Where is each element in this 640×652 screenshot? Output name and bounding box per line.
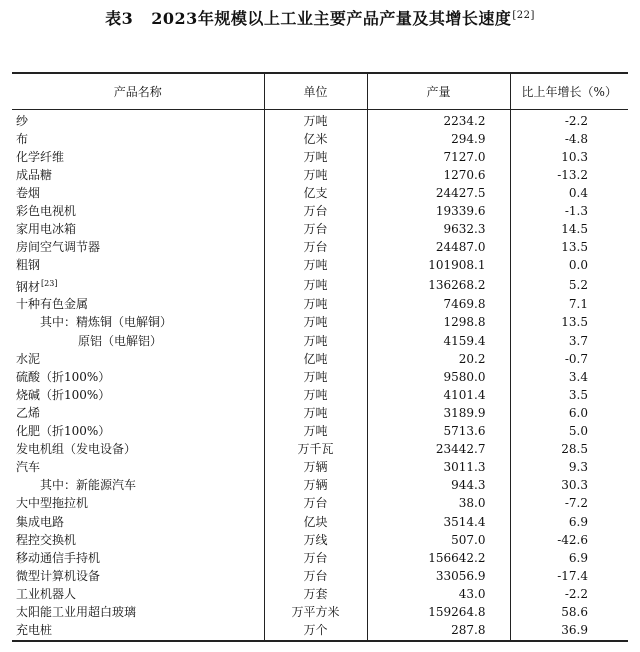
product-name-cell (12, 221, 264, 239)
growth-cell (510, 130, 628, 148)
product-name-text: 集成电路 (16, 514, 65, 529)
product-name-text: 程控交换机 (16, 532, 77, 547)
product-name-text: 钢材 (16, 279, 41, 294)
output-cell (367, 257, 510, 275)
table-row (12, 622, 628, 641)
growth-cell (510, 441, 628, 459)
growth-text: -13.2 (557, 167, 588, 182)
growth-text: 30.3 (561, 478, 588, 493)
growth-text: 3.7 (568, 333, 588, 348)
output-text: 19339.6 (435, 204, 486, 219)
output-cell (367, 296, 510, 314)
output-text: 287.8 (451, 623, 486, 638)
table-row (12, 221, 628, 239)
growth-text: -4.8 (564, 131, 588, 146)
unit-cell (264, 314, 367, 332)
output-text: 20.2 (458, 351, 486, 366)
growth-text: 5.0 (568, 424, 588, 439)
output-text: 9580.0 (443, 369, 486, 384)
table-row (12, 184, 628, 202)
unit-text: 万台 (303, 204, 328, 219)
output-text: 43.0 (458, 586, 486, 601)
header-product-name: 产品名称 (12, 73, 264, 110)
growth-text: 6.0 (568, 405, 588, 420)
output-text: 24487.0 (435, 240, 486, 255)
growth-text: 13.5 (561, 315, 588, 330)
unit-cell (264, 257, 367, 275)
growth-cell (510, 239, 628, 257)
growth-cell (510, 332, 628, 350)
output-cell (367, 513, 510, 531)
growth-cell (510, 296, 628, 314)
product-name-text: 十种有色金属 (16, 297, 89, 312)
output-text: 507.0 (451, 532, 486, 547)
table-row (12, 166, 628, 184)
product-name-cell (12, 257, 264, 275)
output-cell (367, 202, 510, 220)
output-text: 5713.6 (443, 424, 486, 439)
product-name-text: 乙烯 (16, 405, 41, 420)
growth-text: 6.9 (568, 550, 588, 565)
growth-cell (510, 513, 628, 531)
table-row (12, 404, 628, 422)
product-name-cell (12, 202, 264, 220)
growth-text: 0.0 (568, 258, 588, 273)
product-name-cell (12, 441, 264, 459)
unit-text: 万吨 (303, 369, 328, 384)
output-text: 7469.8 (443, 297, 486, 312)
product-name-cell (12, 314, 264, 332)
output-cell (367, 148, 510, 166)
output-text: 1298.8 (443, 315, 486, 330)
unit-cell (264, 221, 367, 239)
product-name-cell (12, 567, 264, 585)
product-name-text: 化肥（折100%） (16, 424, 111, 439)
product-name-text: 纱 (16, 113, 29, 128)
growth-cell (510, 257, 628, 275)
output-cell (367, 314, 510, 332)
growth-cell (510, 423, 628, 441)
table-row (12, 423, 628, 441)
output-cell (367, 386, 510, 404)
product-name-cell (12, 239, 264, 257)
unit-text: 万台 (303, 222, 328, 237)
product-name-cell (12, 585, 264, 603)
product-name-cell (12, 275, 264, 296)
product-name-text: 硫酸（折100%） (16, 369, 111, 384)
unit-cell (264, 239, 367, 257)
output-cell (367, 332, 510, 350)
output-text: 156642.2 (428, 550, 486, 565)
unit-cell (264, 332, 367, 350)
unit-cell (264, 423, 367, 441)
unit-text: 万台 (303, 568, 328, 583)
table-row (12, 441, 628, 459)
table-row (12, 239, 628, 257)
product-name-text: 工业机器人 (16, 586, 77, 601)
output-cell (367, 221, 510, 239)
unit-text: 万吨 (303, 149, 328, 164)
product-name-cell (12, 603, 264, 621)
product-name-text: 彩色电视机 (16, 204, 77, 219)
table-row (12, 567, 628, 585)
unit-text: 万吨 (303, 333, 328, 348)
unit-cell (264, 275, 367, 296)
growth-cell (510, 221, 628, 239)
product-name-cell (12, 513, 264, 531)
output-text: 4159.4 (443, 333, 486, 348)
growth-text: -7.2 (564, 496, 588, 511)
growth-text: -2.2 (564, 113, 588, 128)
product-name-cell (12, 423, 264, 441)
header-growth: 比上年增长（%） (510, 73, 628, 110)
growth-cell (510, 368, 628, 386)
unit-cell (264, 531, 367, 549)
output-cell (367, 495, 510, 513)
product-name-cell (12, 332, 264, 350)
unit-cell (264, 549, 367, 567)
output-text: 159264.8 (428, 604, 486, 619)
growth-text: 10.3 (561, 149, 588, 164)
growth-cell (510, 110, 628, 131)
output-text: 7127.0 (443, 149, 486, 164)
unit-text: 万台 (303, 496, 328, 511)
product-name-text: 其中：精炼铜（电解铜） (40, 315, 173, 330)
production-table (12, 72, 628, 642)
unit-text: 万个 (303, 623, 328, 638)
header-output: 产量 (367, 73, 510, 110)
growth-text: -42.6 (557, 532, 588, 547)
table-row (12, 386, 628, 404)
unit-text: 万千瓦 (297, 442, 334, 457)
output-text: 33056.9 (435, 568, 486, 583)
output-cell (367, 603, 510, 621)
table-row (12, 130, 628, 148)
growth-text: 58.6 (561, 604, 588, 619)
growth-cell (510, 585, 628, 603)
unit-cell (264, 513, 367, 531)
growth-cell (510, 549, 628, 567)
output-cell (367, 184, 510, 202)
growth-text: 28.5 (561, 442, 588, 457)
unit-cell (264, 585, 367, 603)
table-row (12, 257, 628, 275)
product-name-text: 粗钢 (16, 258, 41, 273)
unit-cell (264, 441, 367, 459)
title-text: 2023年规模以上工业主要产品产量及其增长速度 (151, 9, 512, 28)
unit-cell (264, 404, 367, 422)
unit-text: 万吨 (303, 424, 328, 439)
unit-cell (264, 110, 367, 131)
unit-text: 万吨 (303, 167, 328, 182)
product-name-cell (12, 404, 264, 422)
product-name-text: 成品糖 (16, 167, 53, 182)
product-name-text: 卷烟 (16, 185, 41, 200)
unit-cell (264, 567, 367, 585)
unit-text: 万吨 (303, 297, 328, 312)
unit-text: 万套 (303, 586, 328, 601)
unit-cell (264, 459, 367, 477)
unit-text: 万吨 (303, 277, 328, 292)
unit-cell (264, 148, 367, 166)
table-row (12, 350, 628, 368)
growth-cell (510, 202, 628, 220)
growth-text: -2.2 (564, 586, 588, 601)
unit-text: 万吨 (303, 405, 328, 420)
product-name-text: 微型计算机设备 (16, 568, 101, 583)
table-row (12, 585, 628, 603)
product-name-text: 原铝（电解铝） (78, 333, 163, 348)
growth-cell (510, 386, 628, 404)
unit-cell (264, 495, 367, 513)
unit-text: 万台 (303, 240, 328, 255)
product-name-text: 其中：新能源汽车 (40, 478, 137, 493)
product-name-cell (12, 148, 264, 166)
table-row (12, 459, 628, 477)
output-cell (367, 531, 510, 549)
product-name-cell (12, 166, 264, 184)
growth-text: 3.4 (568, 369, 588, 384)
unit-text: 万线 (303, 532, 328, 547)
table-row (12, 332, 628, 350)
product-name-text: 大中型拖拉机 (16, 496, 89, 511)
unit-text: 万辆 (303, 460, 328, 475)
output-cell (367, 110, 510, 131)
output-cell (367, 275, 510, 296)
output-cell (367, 441, 510, 459)
unit-text: 亿吨 (303, 351, 328, 366)
growth-text: 6.9 (568, 514, 588, 529)
unit-text: 亿米 (303, 131, 328, 146)
unit-text: 万吨 (303, 387, 328, 402)
product-name-text: 化学纤维 (16, 149, 65, 164)
output-cell (367, 166, 510, 184)
growth-cell (510, 350, 628, 368)
table-row (12, 549, 628, 567)
table-row (12, 368, 628, 386)
growth-cell (510, 459, 628, 477)
product-name-text: 移动通信手持机 (16, 550, 101, 565)
unit-cell (264, 184, 367, 202)
unit-cell (264, 368, 367, 386)
product-name-text: 发电机组（发电设备） (16, 442, 137, 457)
growth-text: -0.7 (564, 351, 588, 366)
output-text: 4101.4 (443, 387, 486, 402)
growth-cell (510, 166, 628, 184)
output-cell (367, 404, 510, 422)
growth-cell (510, 567, 628, 585)
growth-cell (510, 404, 628, 422)
output-cell (367, 350, 510, 368)
output-text: 294.9 (451, 131, 486, 146)
product-name-text: 家用电冰箱 (16, 222, 77, 237)
unit-text: 万平方米 (291, 604, 340, 619)
growth-text: 0.4 (568, 185, 588, 200)
growth-text: 5.2 (568, 277, 588, 292)
product-name-text: 布 (16, 131, 29, 146)
unit-cell (264, 166, 367, 184)
product-name-text: 充电桩 (16, 623, 53, 638)
product-name-cell (12, 531, 264, 549)
output-text: 3514.4 (443, 514, 486, 529)
output-text: 3189.9 (443, 405, 486, 420)
unit-cell (264, 296, 367, 314)
growth-cell (510, 603, 628, 621)
growth-text: 14.5 (561, 222, 588, 237)
output-cell (367, 477, 510, 495)
product-name-cell (12, 350, 264, 368)
growth-cell (510, 275, 628, 296)
unit-text: 万吨 (303, 258, 328, 273)
product-name-cell (12, 296, 264, 314)
growth-text: -17.4 (557, 568, 588, 583)
output-text: 136268.2 (428, 277, 486, 292)
title-footnote-ref: [22] (512, 10, 535, 21)
output-text: 38.0 (458, 496, 486, 511)
table-row (12, 603, 628, 621)
output-text: 3011.3 (443, 460, 486, 475)
table-row (12, 148, 628, 166)
product-name-cell (12, 549, 264, 567)
product-name-cell (12, 110, 264, 131)
output-cell (367, 567, 510, 585)
product-name-text: 太阳能工业用超白玻璃 (16, 604, 137, 619)
growth-cell (510, 477, 628, 495)
growth-cell (510, 495, 628, 513)
product-name-cell (12, 477, 264, 495)
output-text: 2234.2 (443, 113, 486, 128)
unit-cell (264, 622, 367, 641)
growth-cell (510, 622, 628, 641)
product-name-cell (12, 368, 264, 386)
output-text: 101908.1 (428, 258, 486, 273)
output-cell (367, 423, 510, 441)
table-row (12, 275, 628, 296)
table-row (12, 477, 628, 495)
product-name-cell (12, 386, 264, 404)
unit-text: 亿块 (303, 514, 328, 529)
unit-text: 万吨 (303, 315, 328, 330)
output-text: 1270.6 (443, 167, 486, 182)
output-text: 24427.5 (435, 185, 486, 200)
product-name-cell (12, 622, 264, 641)
product-name-text: 汽车 (16, 460, 41, 475)
product-name-cell (12, 130, 264, 148)
table-row (12, 110, 628, 131)
product-name-cell (12, 495, 264, 513)
table-title (0, 6, 640, 29)
output-cell (367, 549, 510, 567)
output-cell (367, 239, 510, 257)
table-row (12, 513, 628, 531)
unit-cell (264, 202, 367, 220)
output-cell (367, 130, 510, 148)
growth-cell (510, 148, 628, 166)
table-number: 表3 (105, 9, 134, 28)
output-text: 9632.3 (443, 222, 486, 237)
product-name-text: 房间空气调节器 (16, 240, 101, 255)
header-unit: 单位 (264, 73, 367, 110)
growth-cell (510, 184, 628, 202)
growth-text: 36.9 (561, 623, 588, 638)
product-name-text: 烧碱（折100%） (16, 387, 111, 402)
unit-text: 亿支 (303, 185, 328, 200)
unit-text: 万吨 (303, 113, 328, 128)
header-row (12, 73, 628, 110)
table-row (12, 531, 628, 549)
growth-text: -1.3 (564, 204, 588, 219)
unit-text: 万辆 (303, 478, 328, 493)
table-row (12, 314, 628, 332)
table-row (12, 202, 628, 220)
product-name-cell (12, 459, 264, 477)
table-row (12, 296, 628, 314)
output-cell (367, 459, 510, 477)
output-text: 944.3 (451, 478, 486, 493)
unit-cell (264, 477, 367, 495)
growth-text: 13.5 (561, 240, 588, 255)
footnote-ref: [23] (41, 278, 58, 288)
product-name-text: 水泥 (16, 351, 41, 366)
growth-text: 9.3 (568, 460, 588, 475)
output-cell (367, 368, 510, 386)
growth-text: 3.5 (568, 387, 588, 402)
growth-cell (510, 314, 628, 332)
output-text: 23442.7 (435, 442, 486, 457)
unit-cell (264, 130, 367, 148)
growth-cell (510, 531, 628, 549)
output-cell (367, 622, 510, 641)
table-row (12, 495, 628, 513)
product-name-cell (12, 184, 264, 202)
unit-cell (264, 603, 367, 621)
output-cell (367, 585, 510, 603)
growth-text: 7.1 (568, 297, 588, 312)
unit-text: 万台 (303, 550, 328, 565)
unit-cell (264, 386, 367, 404)
unit-cell (264, 350, 367, 368)
